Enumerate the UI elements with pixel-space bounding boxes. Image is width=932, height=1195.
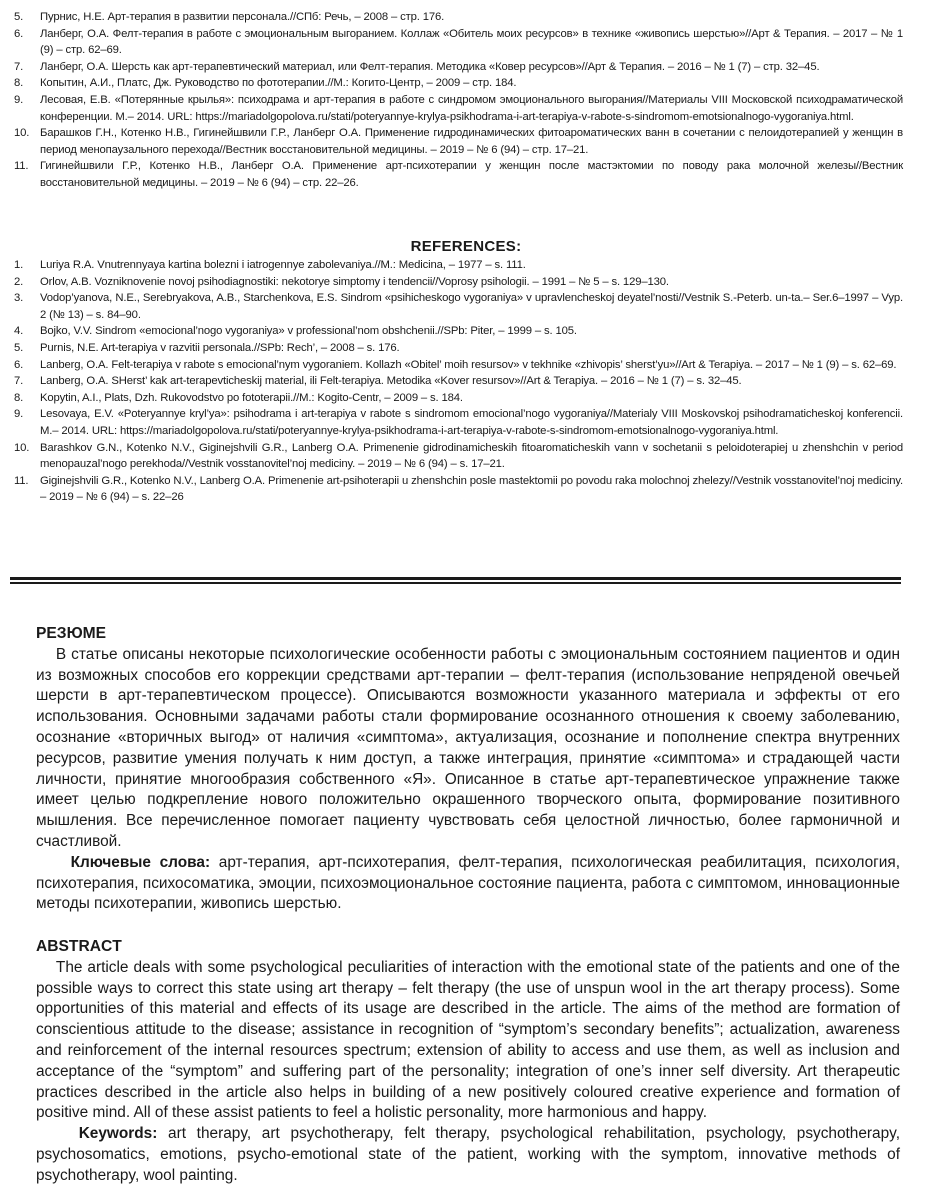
reference-item <box>14 92 903 125</box>
reference-text: Копытин, А.И., Платс, Дж. Руководство по фототерапии.//М.: Когито-Центр, – 2009 – стр. 184. <box>40 77 517 90</box>
reference-item <box>14 406 903 439</box>
reference-text: Vodop’yanova, N.E., Serebryakova, A.B., Starchenkova, E.S. Sindrom «psihicheskogo vygoraniya» v upravlencheskoj deyatel’nosti//Vestnik S.-Peterb. un-ta.– Ser.6–1997 – Vyp. 2 (№ 13) – s. 84–90. <box>40 292 903 321</box>
reference-text: Orlov, A.B. Vozniknovenie novoj psihodiagnostiki: nekotorye simptomy i tendencii//Voprosy psihologii. – 1991 – № 5 – s. 129–130. <box>40 275 669 288</box>
reference-item <box>14 290 903 323</box>
abstract-keywords-label: Keywords: <box>78 1125 158 1143</box>
reference-item <box>14 357 903 374</box>
abstract-body-text: The article deals with some psychological peculiarities of interaction with the emotional state of the patients and one of the possible ways to correct this state using art therapy – felt therapy (the use of unspun wool in the art therapy process). Some opportunities of this material and effects of its usage are described in the article. The aims of the method are formation of conscientious attitude to the disease; assistance in recognition of “symptom’s secondary benefits”; actualization, awareness and reinforcement of the internal resources spectrum; extension of ability to access and use them, as well as inclusion and acceptance of the “symptom” and suffering part of the personality; integration of one’s inner self diversity. Art therapeutic practices described in the article also helps in building of a new positively coloured creative experience and formation of positive mind. All of these assist patients to feel a holistic personality, more harmonious and happy. <box>36 958 900 1122</box>
resume-body <box>36 645 900 853</box>
reference-text: Purnis, N.E. Art-terapiya v razvitii personala.//SPb: Rech’, – 2008 – s. 176. <box>40 341 400 354</box>
reference-number: 6. <box>14 358 24 371</box>
reference-item <box>14 440 903 473</box>
reference-item <box>14 26 903 59</box>
reference-item <box>14 390 903 407</box>
reference-item <box>14 340 903 357</box>
reference-number: 10. <box>14 441 30 454</box>
reference-text: Giginejshvili G.R., Kotenko N.V., Lanberg O.A. Primenenie art-psihoterapii u zhenshchin posle mastektomii po povodu raka molochnoj zhelezy//Vestnik vosstanovitel’noj mediciny. – 2019 – № 6 (94) – s. 22–26 <box>40 474 903 504</box>
reference-number: 4. <box>14 325 24 338</box>
reference-item <box>14 59 903 76</box>
abstract-body <box>36 958 900 1124</box>
reference-number: 8. <box>14 391 24 404</box>
resume-heading: РЕЗЮМЕ <box>36 625 107 642</box>
reference-text: Гигинейшвили Г.Р., Котенко Н.В., Ланберг О.А. Применение арт-психотерапии у женщин после мастэктомии по поводу рака молочной железы//Вестник восстановительной медицины. – 2019 – № 6 (94) – стр. 22–26. <box>40 160 903 189</box>
reference-text: Kopytin, A.I., Plats, Dzh. Rukovodstvo po fototerapii.//M.: Kogito-Centr, – 2009 – s. 184. <box>40 391 463 404</box>
abstract-keywords-text: art therapy, art psychotherapy, felt therapy, psychological rehabilitation, psychology, psychotherapy, psychosomatics, emotions, psycho-emotional state of the patient, working with the symptom, innovative methods of psychotherapy, wool painting. <box>36 1125 900 1184</box>
reference-text: Ланберг, О.А. Фелт-терапия в работе с эмоциональным выгоранием. Коллаж «Обитель моих ресурсов» в технике «живопись шерстью»//Арт & Терапия. – 2017 – № 1 (9) – стр. 62–69. <box>40 27 903 57</box>
reference-number: 2. <box>14 275 24 288</box>
reference-number: 7. <box>14 60 24 73</box>
reference-number: 11. <box>14 474 29 487</box>
reference-text: Ланберг, О.А. Шерсть как арт-терапевтический материал, или Фелт-терапия. Методика «Ковер ресурсов»//Арт & Терапия. – 2016 – № 1 (7) – стр. 32–45. <box>40 60 820 73</box>
reference-number: 3. <box>14 292 24 305</box>
reference-item <box>14 373 903 390</box>
abstract-keywords <box>36 1124 900 1186</box>
russian-reference-list <box>14 9 903 192</box>
reference-item <box>14 158 903 191</box>
reference-text: Пурнис, Н.Е. Арт-терапия в развитии персонала.//СПб: Речь, – 2008 – стр. 176. <box>40 11 445 23</box>
reference-item <box>14 257 903 274</box>
reference-number: 9. <box>14 408 24 421</box>
resume-keywords <box>36 853 900 915</box>
reference-number: 10. <box>14 127 30 140</box>
reference-text: Lanberg, O.A. Felt-terapiya v rabote s emocional’nym vygoraniem. Kollazh «Obitel’ moih resursov» v tekhnike «zhivopis’ sherst’yu»//Art & Terapiya. – 2017 – № 1 (9) – s. 62–69. <box>40 358 897 371</box>
reference-item <box>14 9 903 26</box>
references-heading: REFERENCES: <box>410 238 522 255</box>
resume-body-text: В статье описаны некоторые психологические особенности работы с эмоциональным состоянием пациентов и один из возможных способов его коррекции средствами арт-терапии – фелт-терапия (использование непряденой овечьей шерсти в арт-терапевтическом процессе). Описываются возможности указанного материала и эффекты от его использования. Основными задачами работы стали формирование осознанного отношения к своему заболеванию, осознание «вторичных выгод» от наличия «симптома», актуализация, осознание и пополнение спектра внутренних ресурсов, развитие умения получать к ним доступ, а также интеграция, принятие «симптома» и страдающей части личности, принятие многообразия собственного «Я». Описанное в статье арт-терапевтическое упражнение также имеет целью подкрепление нового положительно окрашенного творческого опыта, формирование позитивного мышления. Все перечисленное помогает пациенту чувствовать себя целостной личностью, более гармоничной и счастливой. <box>36 645 900 850</box>
reference-item <box>14 473 903 506</box>
reference-text: Lanberg, O.A. SHerst’ kak art-terapevticheskij material, ili Felt-terapiya. Metodika «Kover resursov»//Art & Terapiya. – 2016 – № 1 (7) – s. 32–45. <box>40 375 742 388</box>
reference-number: 7. <box>14 375 24 388</box>
reference-item <box>14 274 903 291</box>
reference-number: 9. <box>14 93 24 106</box>
resume-keywords-text: арт-терапия, арт-психотерапия, фелт-терапия, психологическая реабилитация, психология, психотерапия, психосоматика, эмоции, психоэмоциональное состояние пациента, работа с симптомом, инновационные методы психотерапии, живопись шерстью. <box>36 853 900 913</box>
abstract-section <box>36 937 900 1187</box>
reference-number: 1. <box>14 259 24 271</box>
reference-item <box>14 323 903 340</box>
section-divider-thin <box>10 582 901 584</box>
reference-number: 5. <box>14 11 24 23</box>
reference-text: Барашков Г.Н., Котенко Н.В., Гигинейшвили Г.Р., Ланберг О.А. Применение гидродинамических фитоароматических ванн в сочетании с пелоидотерапией у женщин в период менопаузального перехода//Вестник восстановительной медицины. – 2019 – № 6 (94) – стр. 17–21. <box>40 127 903 156</box>
reference-text: Luriya R.A. Vnutrennyaya kartina bolezni i iatrogennye zabolevaniya.//M.: Medicina, – 1977 – s. 111. <box>40 259 526 271</box>
reference-text: Лесовая, Е.В. «Потерянные крылья»: психодрама и арт-терапия в работе с синдромом эмоционального выгорания//Материалы VIII Московской психодраматической конференции. М.– 2014. URL: https://mariadolgopolova.ru/stati/poteryannye-krylya-psikhodrama-i-art-terapiya-v-rabote-s-sindromom-emotsionalnogo-vygoraniya.html. <box>40 93 903 123</box>
english-reference-list <box>14 257 903 506</box>
reference-text: Lesovaya, E.V. «Poteryannye kryl’ya»: psihodrama i art-terapiya v rabote s sindromom emocional’nogo vygoraniya//Materialy VIII Moskovskoj psihodramaticheskoj konferencii. M.– 2014. URL: https://mariadolgopolova.ru/stati/poteryannye-krylya-psikhodrama-i-art-terapiya-v-rabote-s-sindromom-emotsionalnogo-vygoraniya.html. <box>40 408 903 437</box>
section-divider-thick <box>10 577 901 580</box>
reference-item <box>14 125 903 158</box>
reference-number: 11. <box>14 160 29 173</box>
reference-text: Barashkov G.N., Kotenko N.V., Giginejshvili G.R., Lanberg O.A. Primenenie gidrodinamicheskih fitoaromaticheskih vann v sochetanii s peloidoterapiej u zhenshchin v period menopauzal’nogo perekhoda//Vestnik vosstanovitel’noj mediciny. – 2019 – № 6 (94) – s. 17–21. <box>40 441 903 471</box>
reference-number: 5. <box>14 341 24 354</box>
resume-keywords-label: Ключевые слова: <box>70 853 211 871</box>
reference-number: 8. <box>14 77 24 90</box>
resume-section <box>36 624 900 915</box>
reference-number: 6. <box>14 27 24 40</box>
reference-item <box>14 75 903 92</box>
abstract-heading: ABSTRACT <box>36 938 122 955</box>
reference-text: Bojko, V.V. Sindrom «emocional’nogo vygoraniya» v professional’nom obshchenii.//SPb: Piter, – 1999 – s. 105. <box>40 325 577 338</box>
